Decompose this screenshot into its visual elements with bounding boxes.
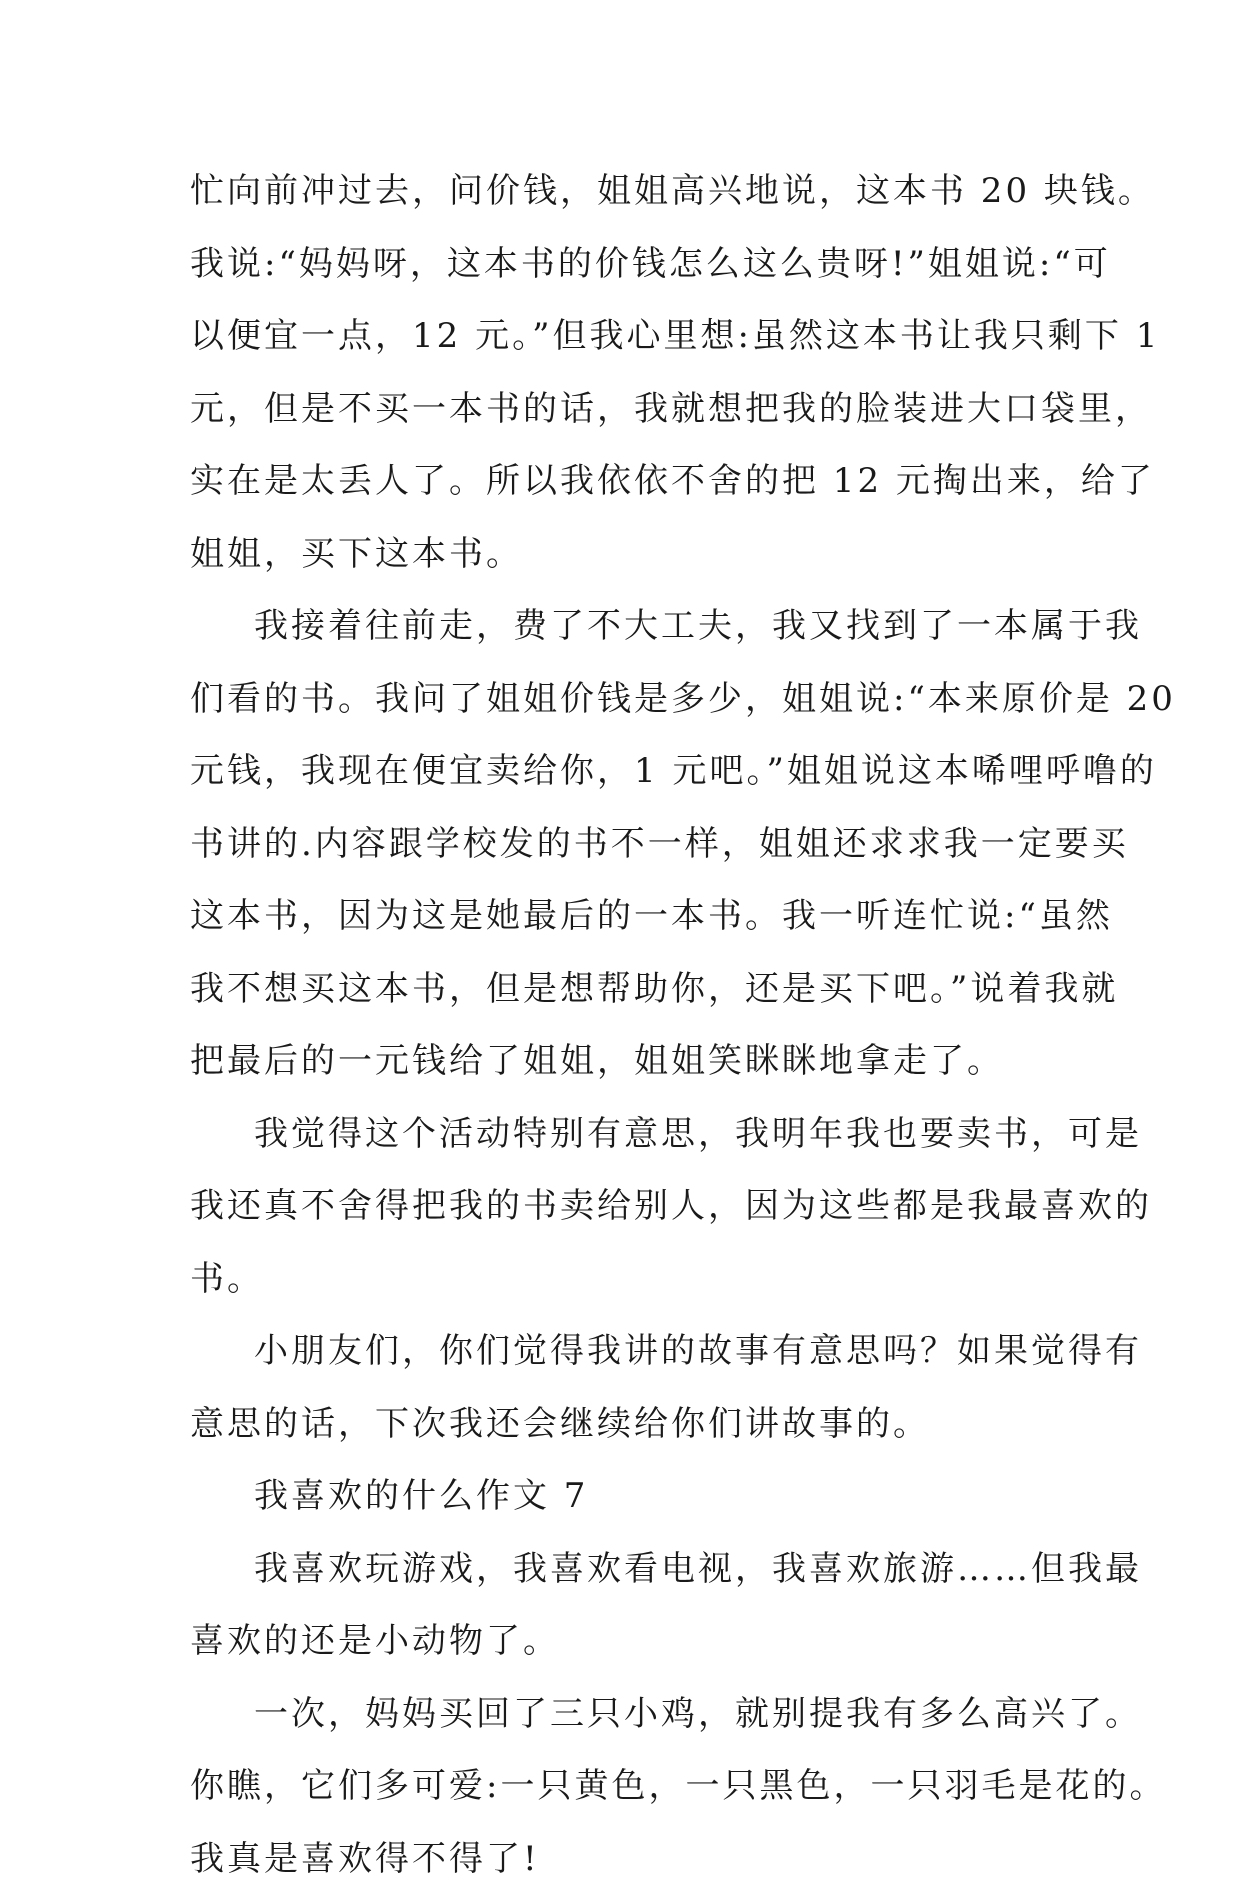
text-line: 以便宜一点，12 元。”但我心里想:虽然这本书让我只剩下 1 <box>190 300 1050 373</box>
text-line: 们看的书。我问了姐姐价钱是多少，姐姐说:“本来原价是 20 <box>190 663 1050 736</box>
paragraph-7 <box>190 1678 1050 1895</box>
text-line: 我真是喜欢得不得了! <box>190 1823 1050 1895</box>
text-line: 书。 <box>190 1243 1050 1316</box>
text-line: 我喜欢玩游戏，我喜欢看电视，我喜欢旅游……但我最 <box>190 1533 1050 1606</box>
heading-line: 我喜欢的什么作文 7 <box>190 1460 1050 1533</box>
paragraph-3 <box>190 1098 1050 1316</box>
essay-heading <box>190 1460 1050 1533</box>
text-line: 把最后的一元钱给了姐姐，姐姐笑眯眯地拿走了。 <box>190 1025 1050 1098</box>
text-line: 我觉得这个活动特别有意思，我明年我也要卖书，可是 <box>190 1098 1050 1171</box>
text-line: 我说:“妈妈呀，这本书的价钱怎么这么贵呀!”姐姐说:“可 <box>190 228 1050 301</box>
text-line: 我还真不舍得把我的书卖给别人，因为这些都是我最喜欢的 <box>190 1170 1050 1243</box>
document-body <box>190 155 1050 1895</box>
text-line: 忙向前冲过去，问价钱，姐姐高兴地说，这本书 20 块钱。 <box>190 155 1050 228</box>
text-line: 喜欢的还是小动物了。 <box>190 1605 1050 1678</box>
text-line: 我接着往前走，费了不大工夫，我又找到了一本属于我 <box>190 590 1050 663</box>
text-line: 元钱，我现在便宜卖给你，1 元吧。”姐姐说这本唏哩呼噜的 <box>190 735 1050 808</box>
text-line: 实在是太丢人了。所以我依依不舍的把 12 元掏出来，给了 <box>190 445 1050 518</box>
text-line: 一次，妈妈买回了三只小鸡，就别提我有多么高兴了。 <box>190 1678 1050 1751</box>
paragraph-2 <box>190 590 1050 1098</box>
paragraph-1 <box>190 155 1050 590</box>
paragraph-6 <box>190 1533 1050 1678</box>
text-line: 小朋友们，你们觉得我讲的故事有意思吗？如果觉得有 <box>190 1315 1050 1388</box>
text-line: 姐姐，买下这本书。 <box>190 518 1050 591</box>
text-line: 意思的话，下次我还会继续给你们讲故事的。 <box>190 1388 1050 1461</box>
text-line: 这本书，因为这是她最后的一本书。我一听连忙说:“虽然 <box>190 880 1050 953</box>
text-line: 元，但是不买一本书的话，我就想把我的脸装进大口袋里， <box>190 373 1050 446</box>
text-line: 你瞧，它们多可爱:一只黄色，一只黑色，一只羽毛是花的。 <box>190 1750 1050 1823</box>
text-line: 我不想买这本书，但是想帮助你，还是买下吧。”说着我就 <box>190 953 1050 1026</box>
paragraph-4 <box>190 1315 1050 1460</box>
text-line: 书讲的.内容跟学校发的书不一样，姐姐还求求我一定要买 <box>190 808 1050 881</box>
